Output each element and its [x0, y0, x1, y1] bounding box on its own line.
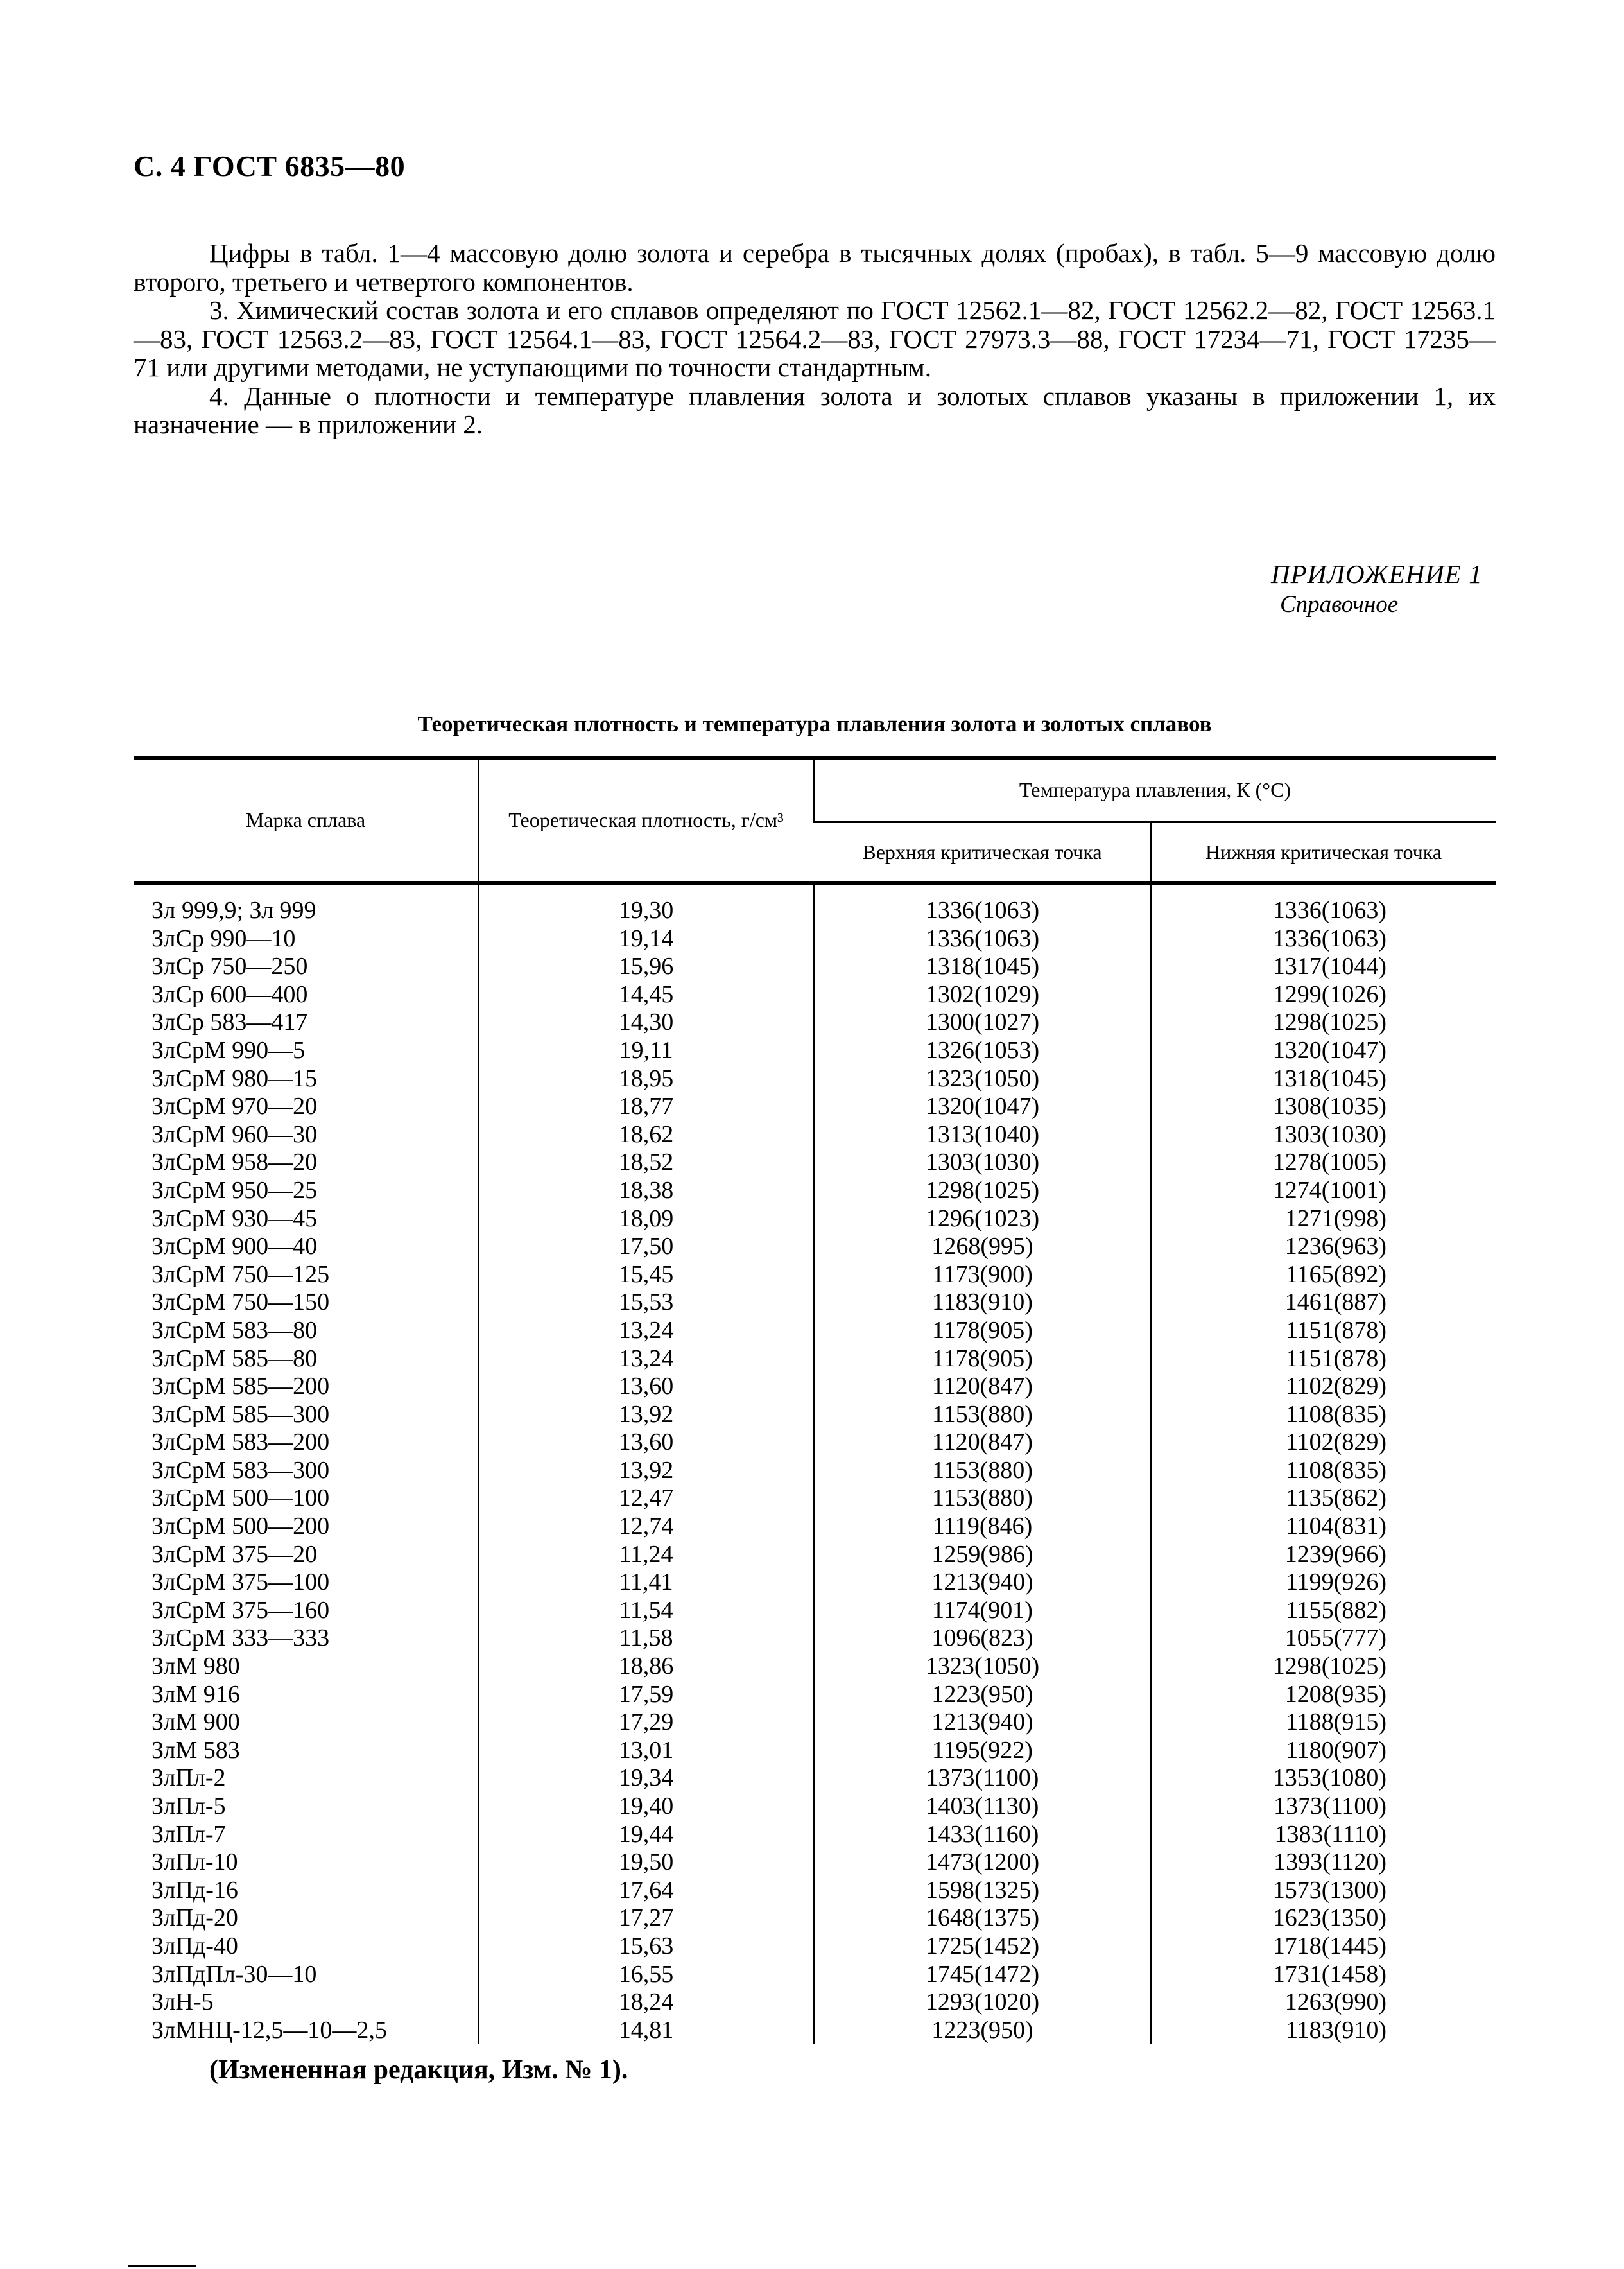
appendix-title: ПРИЛОЖЕНИЕ 1 [1271, 559, 1483, 589]
table-row [134, 1877, 1496, 1905]
cell-lower-point: 1320(1047) [1151, 1037, 1496, 1065]
cell-density: 13,92 [478, 1401, 814, 1429]
cell-upper-point: 1296(1023) [814, 1205, 1151, 1233]
cell-alloy-grade: ЗлСр 990—10 [151, 925, 296, 952]
paragraph-density-data: 4. Данные о плотности и температуре плавления золота и золотых сплавов указаны в приложении 1, их назначение — в приложении 2. [134, 381, 1496, 439]
cell-upper-point: 1336(1063) [814, 883, 1151, 925]
cell-density: 14,45 [478, 981, 814, 1009]
table-row [134, 981, 1496, 1009]
cell-alloy-grade: ЗлСр 583—417 [151, 1009, 308, 1036]
cell-upper-point: 1318(1045) [814, 953, 1151, 981]
cell-upper-point: 1178(905) [814, 1317, 1151, 1345]
table-row [134, 1317, 1496, 1345]
cell-density: 18,24 [478, 1988, 814, 2017]
table-row [134, 1848, 1496, 1877]
cell-upper-point: 1473(1200) [814, 1848, 1151, 1877]
cell-lower-point: 1183(910) [1151, 2017, 1496, 2045]
cell-upper-point: 1153(880) [814, 1484, 1151, 1513]
table-row [134, 953, 1496, 981]
header-alloy-grade: Марка сплава [245, 808, 366, 831]
cell-lower-point: 1383(1110) [1151, 1821, 1496, 1849]
cell-alloy-grade: ЗлСрМ 950—25 [151, 1176, 318, 1204]
cell-density: 18,95 [478, 1065, 814, 1093]
cell-alloy-grade: ЗлСрМ 750—150 [151, 1289, 330, 1316]
cell-density: 15,45 [478, 1261, 814, 1289]
cell-lower-point: 1165(892) [1151, 1261, 1496, 1289]
body-text [134, 239, 1496, 439]
cell-lower-point: 1104(831) [1151, 1513, 1496, 1541]
cell-alloy-grade: Зл 999,9; Зл 999 [151, 897, 316, 924]
table-row [134, 1009, 1496, 1037]
cell-alloy-grade: ЗлСрМ 500—200 [151, 1513, 330, 1540]
table-row [134, 1961, 1496, 1989]
cell-alloy-grade: ЗлПл-2 [151, 1764, 226, 1792]
cell-lower-point: 1299(1026) [1151, 981, 1496, 1009]
cell-lower-point: 1102(829) [1151, 1429, 1496, 1457]
cell-lower-point: 1731(1458) [1151, 1961, 1496, 1989]
cell-upper-point: 1298(1025) [814, 1177, 1151, 1205]
cell-upper-point: 1403(1130) [814, 1793, 1151, 1821]
cell-upper-point: 1293(1020) [814, 1988, 1151, 2017]
cell-density: 11,58 [478, 1624, 814, 1653]
table-title: Теоретическая плотность и температура плавления золота и золотых сплавов [417, 711, 1212, 736]
cell-alloy-grade: ЗлСрМ 980—15 [151, 1065, 318, 1092]
cell-density: 19,34 [478, 1764, 814, 1793]
header-density: Теоретическая плотность, г/см³ [478, 758, 814, 883]
cell-lower-point: 1263(990) [1151, 1988, 1496, 2017]
cell-upper-point: 1323(1050) [814, 1065, 1151, 1093]
cell-upper-point: 1313(1040) [814, 1121, 1151, 1149]
cell-alloy-grade: ЗлМНЦ-12,5—10—2,5 [151, 2016, 387, 2044]
cell-density: 17,59 [478, 1681, 814, 1709]
table-row [134, 883, 1496, 925]
cell-upper-point: 1153(880) [814, 1457, 1151, 1485]
cell-alloy-grade: ЗлСрМ 958—20 [151, 1149, 318, 1176]
table-row [134, 1233, 1496, 1261]
cell-lower-point: 1151(878) [1151, 1317, 1496, 1345]
cell-alloy-grade: ЗлМ 980 [151, 1653, 240, 1680]
table-row [134, 1037, 1496, 1065]
cell-density: 18,86 [478, 1653, 814, 1681]
table-row [134, 1205, 1496, 1233]
table-row [134, 1261, 1496, 1289]
table-row [134, 1289, 1496, 1317]
density-melting-table [134, 756, 1496, 2044]
cell-upper-point: 1648(1375) [814, 1904, 1151, 1933]
cell-upper-point: 1259(986) [814, 1541, 1151, 1569]
table-row [134, 1065, 1496, 1093]
cell-density: 19,11 [478, 1037, 814, 1065]
cell-lower-point: 1271(998) [1151, 1205, 1496, 1233]
table-header [134, 758, 1496, 883]
cell-density: 17,29 [478, 1708, 814, 1737]
cell-alloy-grade: ЗлПл-7 [151, 1820, 226, 1848]
cell-density: 19,50 [478, 1848, 814, 1877]
header-melting-temp: Температура плавления, К (°С) [814, 758, 1496, 822]
table-row [134, 2017, 1496, 2045]
cell-alloy-grade: ЗлПдПл-30—10 [151, 1960, 317, 1988]
cell-lower-point: 1461(887) [1151, 1289, 1496, 1317]
cell-lower-point: 1393(1120) [1151, 1848, 1496, 1877]
cell-upper-point: 1320(1047) [814, 1093, 1151, 1121]
revision-note: (Измененная редакция, Изм. № 1). [209, 2055, 628, 2085]
cell-lower-point: 1239(966) [1151, 1541, 1496, 1569]
table-row [134, 1121, 1496, 1149]
cell-alloy-grade: ЗлСрМ 970—20 [151, 1093, 318, 1120]
cell-alloy-grade: ЗлСрМ 930—45 [151, 1204, 318, 1232]
cell-density: 15,53 [478, 1289, 814, 1317]
cell-alloy-grade: ЗлСрМ 750—125 [151, 1260, 330, 1288]
paragraph-figures: Цифры в табл. 1—4 массовую долю золота и серебра в тысячных долях (пробах), в табл. 5—9 массовую долю второго, третьего и четвертого компонентов. [134, 238, 1496, 297]
table-row [134, 1737, 1496, 1765]
cell-alloy-grade: ЗлСрМ 375—100 [151, 1569, 330, 1596]
cell-lower-point: 1336(1063) [1151, 883, 1496, 925]
cell-density: 12,47 [478, 1484, 814, 1513]
cell-upper-point: 1336(1063) [814, 925, 1151, 953]
table-row [134, 925, 1496, 953]
cell-upper-point: 1174(901) [814, 1597, 1151, 1625]
cell-alloy-grade: ЗлСрМ 900—40 [151, 1233, 318, 1260]
cell-density: 11,54 [478, 1597, 814, 1625]
table-row [134, 1708, 1496, 1737]
cell-alloy-grade: ЗлМ 916 [151, 1680, 240, 1708]
table-row [134, 1457, 1496, 1485]
cell-upper-point: 1373(1100) [814, 1764, 1151, 1793]
table-row [134, 1177, 1496, 1205]
cell-density: 17,64 [478, 1877, 814, 1905]
paragraph-chemical-composition: 3. Химический состав золота и его сплавов определяют по ГОСТ 12562.1—82, ГОСТ 12562.2—82, ГОСТ 12563.1—83, ГОСТ 12563.2—83, ГОСТ 12564.1—83, ГОСТ 12564.2—83, ГОСТ 27973.3—88, ГОСТ 17234—71, ГОСТ 17235—71 или другими методами, не уступающими по точности стандартным. [134, 295, 1496, 382]
cell-upper-point: 1433(1160) [814, 1821, 1151, 1849]
cell-density: 13,01 [478, 1737, 814, 1765]
table-row [134, 1681, 1496, 1709]
table-row [134, 1988, 1496, 2017]
cell-alloy-grade: ЗлСрМ 990—5 [151, 1036, 306, 1064]
cell-lower-point: 1208(935) [1151, 1681, 1496, 1709]
cell-lower-point: 1108(835) [1151, 1457, 1496, 1485]
cell-alloy-grade: ЗлМ 583 [151, 1736, 240, 1764]
cell-alloy-grade: ЗлСрМ 375—160 [151, 1596, 330, 1624]
cell-density: 18,38 [478, 1177, 814, 1205]
cell-lower-point: 1318(1045) [1151, 1065, 1496, 1093]
cell-upper-point: 1326(1053) [814, 1037, 1151, 1065]
cell-upper-point: 1213(940) [814, 1708, 1151, 1737]
table-row [134, 1093, 1496, 1121]
cell-density: 12,74 [478, 1513, 814, 1541]
table-row [134, 1764, 1496, 1793]
cell-lower-point: 1155(882) [1151, 1597, 1496, 1625]
cell-lower-point: 1274(1001) [1151, 1177, 1496, 1205]
table-row [134, 1429, 1496, 1457]
cell-lower-point: 1353(1080) [1151, 1764, 1496, 1793]
cell-density: 13,24 [478, 1317, 814, 1345]
appendix-heading [1271, 559, 1502, 618]
cell-density: 19,44 [478, 1821, 814, 1849]
cell-upper-point: 1178(905) [814, 1345, 1151, 1373]
cell-alloy-grade: ЗлПд-16 [151, 1876, 238, 1904]
cell-upper-point: 1153(880) [814, 1401, 1151, 1429]
cell-density: 11,24 [478, 1541, 814, 1569]
table-row [134, 1933, 1496, 1961]
cell-lower-point: 1373(1100) [1151, 1793, 1496, 1821]
cell-density: 18,62 [478, 1121, 814, 1149]
footer-rule [128, 2265, 196, 2267]
cell-upper-point: 1183(910) [814, 1289, 1151, 1317]
cell-upper-point: 1120(847) [814, 1373, 1151, 1401]
cell-alloy-grade: ЗлСрМ 500—100 [151, 1484, 330, 1512]
cell-alloy-grade: ЗлСрМ 960—30 [151, 1120, 318, 1148]
header-upper-critical-point: Верхняя критическая точка [814, 822, 1151, 883]
cell-density: 14,30 [478, 1009, 814, 1037]
cell-lower-point: 1278(1005) [1151, 1149, 1496, 1177]
cell-lower-point: 1623(1350) [1151, 1904, 1496, 1933]
cell-lower-point: 1303(1030) [1151, 1121, 1496, 1149]
table-row [134, 1653, 1496, 1681]
cell-alloy-grade: ЗлСрМ 585—300 [151, 1400, 330, 1428]
table-row [134, 1484, 1496, 1513]
cell-density: 17,50 [478, 1233, 814, 1261]
table-row [134, 1597, 1496, 1625]
cell-density: 13,24 [478, 1345, 814, 1373]
table-row [134, 1513, 1496, 1541]
cell-lower-point: 1317(1044) [1151, 953, 1496, 981]
table-row [134, 1821, 1496, 1849]
cell-density: 13,92 [478, 1457, 814, 1485]
cell-density: 14,81 [478, 2017, 814, 2045]
cell-lower-point: 1298(1025) [1151, 1653, 1496, 1681]
cell-density: 15,96 [478, 953, 814, 981]
cell-alloy-grade: ЗлСрМ 585—200 [151, 1373, 330, 1400]
cell-upper-point: 1725(1452) [814, 1933, 1151, 1961]
cell-upper-point: 1223(950) [814, 2017, 1151, 2045]
cell-alloy-grade: ЗлСр 750—250 [151, 953, 308, 980]
cell-lower-point: 1102(829) [1151, 1373, 1496, 1401]
cell-upper-point: 1323(1050) [814, 1653, 1151, 1681]
cell-lower-point: 1135(862) [1151, 1484, 1496, 1513]
cell-lower-point: 1108(835) [1151, 1401, 1496, 1429]
cell-density: 11,41 [478, 1569, 814, 1597]
cell-lower-point: 1055(777) [1151, 1624, 1496, 1653]
cell-density: 19,14 [478, 925, 814, 953]
table-body [134, 883, 1496, 2045]
cell-alloy-grade: ЗлСрМ 583—300 [151, 1456, 330, 1484]
cell-upper-point: 1096(823) [814, 1624, 1151, 1653]
cell-alloy-grade: ЗлСрМ 333—333 [151, 1624, 330, 1652]
cell-density: 13,60 [478, 1429, 814, 1457]
cell-lower-point: 1180(907) [1151, 1737, 1496, 1765]
cell-density: 19,40 [478, 1793, 814, 1821]
cell-alloy-grade: ЗлСрМ 585—80 [151, 1344, 318, 1372]
cell-upper-point: 1598(1325) [814, 1877, 1151, 1905]
cell-lower-point: 1188(915) [1151, 1708, 1496, 1737]
cell-lower-point: 1151(878) [1151, 1345, 1496, 1373]
cell-alloy-grade: ЗлН-5 [151, 1988, 214, 2016]
cell-alloy-grade: ЗлПд-20 [151, 1904, 238, 1932]
cell-upper-point: 1268(995) [814, 1233, 1151, 1261]
cell-density: 15,63 [478, 1933, 814, 1961]
cell-density: 17,27 [478, 1904, 814, 1933]
cell-lower-point: 1199(926) [1151, 1569, 1496, 1597]
cell-upper-point: 1173(900) [814, 1261, 1151, 1289]
cell-density: 18,77 [478, 1093, 814, 1121]
cell-upper-point: 1745(1472) [814, 1961, 1151, 1989]
cell-upper-point: 1195(922) [814, 1737, 1151, 1765]
cell-lower-point: 1573(1300) [1151, 1877, 1496, 1905]
table-row [134, 1373, 1496, 1401]
appendix-subtitle: Справочное [1280, 591, 1399, 618]
table-row [134, 1345, 1496, 1373]
cell-alloy-grade: ЗлПд-40 [151, 1932, 238, 1960]
cell-density: 16,55 [478, 1961, 814, 1989]
cell-lower-point: 1236(963) [1151, 1233, 1496, 1261]
cell-density: 13,60 [478, 1373, 814, 1401]
cell-upper-point: 1213(940) [814, 1569, 1151, 1597]
cell-density: 18,09 [478, 1205, 814, 1233]
cell-lower-point: 1308(1035) [1151, 1093, 1496, 1121]
cell-lower-point: 1298(1025) [1151, 1009, 1496, 1037]
table-row [134, 1569, 1496, 1597]
cell-upper-point: 1303(1030) [814, 1149, 1151, 1177]
cell-lower-point: 1718(1445) [1151, 1933, 1496, 1961]
cell-alloy-grade: ЗлСрМ 583—80 [151, 1316, 318, 1344]
table-row [134, 1401, 1496, 1429]
cell-alloy-grade: ЗлПл-10 [151, 1848, 238, 1876]
cell-alloy-grade: ЗлСрМ 583—200 [151, 1429, 330, 1456]
page-header: С. 4 ГОСТ 6835—80 [134, 150, 406, 182]
cell-alloy-grade: ЗлПл-5 [151, 1793, 226, 1820]
cell-upper-point: 1302(1029) [814, 981, 1151, 1009]
table-row [134, 1624, 1496, 1653]
cell-upper-point: 1223(950) [814, 1681, 1151, 1709]
cell-alloy-grade: ЗлМ 900 [151, 1708, 240, 1736]
table-row [134, 1541, 1496, 1569]
cell-lower-point: 1336(1063) [1151, 925, 1496, 953]
cell-upper-point: 1120(847) [814, 1429, 1151, 1457]
table-row [134, 1149, 1496, 1177]
cell-alloy-grade: ЗлСр 600—400 [151, 980, 308, 1008]
cell-upper-point: 1119(846) [814, 1513, 1151, 1541]
header-lower-critical-point: Нижняя критическая точка [1151, 822, 1496, 883]
table-row [134, 1793, 1496, 1821]
cell-alloy-grade: ЗлСрМ 375—20 [151, 1540, 318, 1568]
cell-density: 19,30 [478, 883, 814, 925]
cell-upper-point: 1300(1027) [814, 1009, 1151, 1037]
table-row [134, 1904, 1496, 1933]
cell-density: 18,52 [478, 1149, 814, 1177]
